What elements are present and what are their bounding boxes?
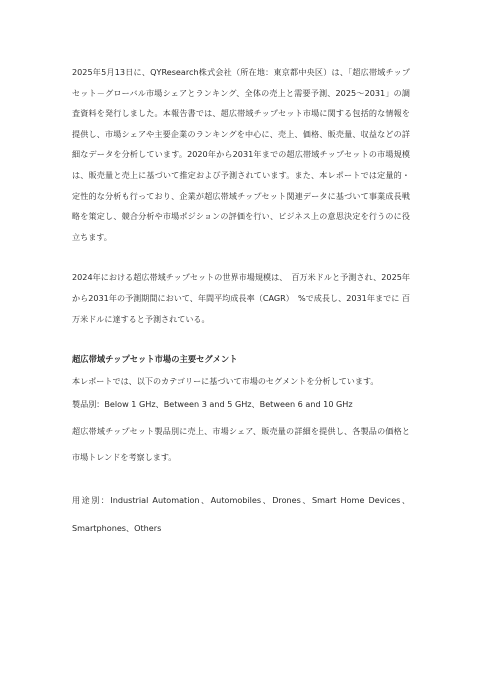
- intro-paragraph: 2025年5月13日に、QYResearch株式会社（所在地：東京都中央区）は、「超広帯域チップセット－グローバル市場シェアとランキング、全体の売上と需要予測、2025～2031」の調査資料を発行しました。本報告書では、超広帯域チップセット市場に関する包括的な情報を提供し、市場シェアや主要企業のランキングを中心に、売上、価格、販売量、収益などの詳細なデータを分析しています。2020年から2031年までの超広帯域チップセットの市場規模は、販売量と売上に基づいて推定および予測されています。また、本レポートでは定量的・定性的な分析も行っており、企業が超広帯域チップセット関連データに基づいて事業成長戦略を策定し、競合分析や市場ポジションの評価を行い、ビジネス上の意思決定を行うのに役立ちます。: [72, 67, 410, 242]
- applications-list: 用途別：Industrial Automation、Automobiles、Drones、Smart Home Devices、Smartphones、Others: [72, 494, 410, 533]
- product-types: 製品別：Below 1 GHz、Between 3 and 5 GHz、Between 6 and 10 GHz: [72, 399, 353, 410]
- segments-heading: 超広帯域チップセット市場の主要セグメント: [72, 354, 238, 365]
- market-size-paragraph: 2024年における超広帯域チップセットの世界市場規模は、 百万米ドルと予測され、2025年から2031年の予測期間において、年間平均成長率（CAGR） %で成長し、2031年までに 百万米ドルに達すると予測されている。: [72, 272, 410, 324]
- product-description: 超広帯域チップセット製品別に売上、市場シェア、販売量の詳細を提供し、各製品の価格と市場トレンドを考察します。: [72, 425, 410, 462]
- document-page: [72, 62, 410, 542]
- segments-intro: 本レポートでは、以下のカテゴリーに基づいて市場のセグメントを分析しています。: [72, 375, 379, 386]
